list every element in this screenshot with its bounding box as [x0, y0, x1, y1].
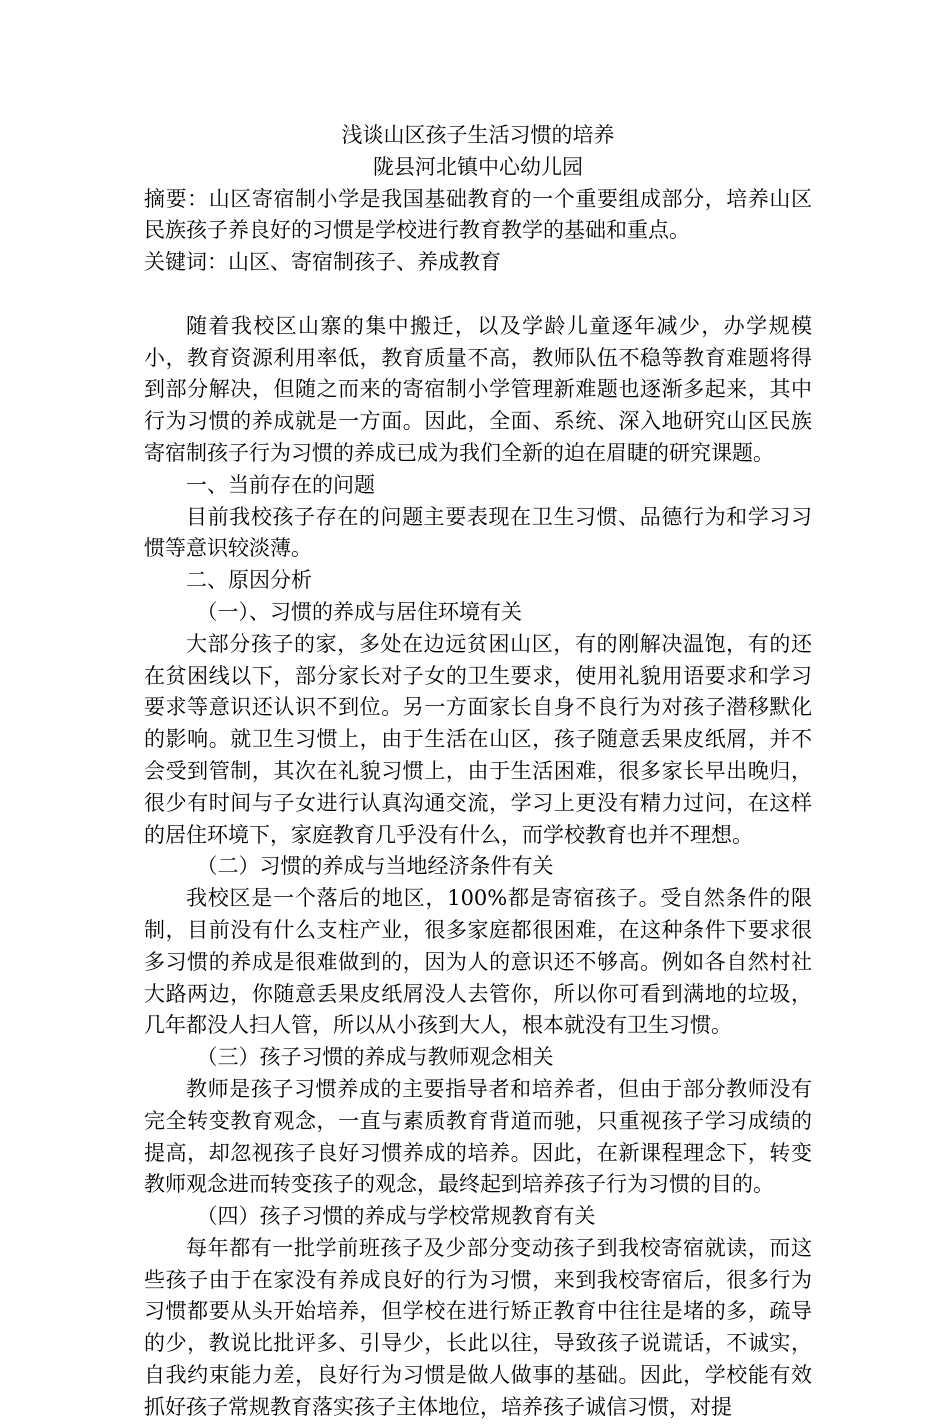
subsection4-heading: （四）孩子习惯的养成与学校常规教育有关	[196, 1204, 596, 1229]
subsection2-heading: （二）习惯的养成与当地经济条件有关	[196, 854, 554, 879]
subsection4-paragraph: 每年都有一批学前班孩子及少部分变动孩子到我校寄宿就读，而这些孩子由于在家没有养成良好的行为习惯，来到我校寄宿后，很多行为习惯都要从头开始培养，但学校在进行矫正教育中往往是堵的多，疏导的少，教说比批评多、引导少，长此以往，导致孩子说谎话，不诚实，自我约束能力差，良好行为习惯是做人做事的基础。因此，学校能有效抓好孩子常规教育落实孩子主体地位，培养孩子诚信习惯，对提	[144, 1235, 812, 1419]
subsection1-paragraph: 大部分孩子的家，多处在边远贫困山区，有的刚解决温饱，有的还在贫困线以下，部分家长对子女的卫生要求，使用礼貌用语要求和学习要求等意识还认识不到位。另一方面家长自身不良行为对孩子潜移默化的影响。就卫生习惯上，由于生活在山区，孩子随意丢果皮纸屑，并不会受到管制，其次在礼貌习惯上，由于生活困难，很多家长早出晚归，很少有时间与子女进行认真沟通交流，学习上更没有精力过问，在这样的居住环境下，家庭教育几乎没有什么，而学校教育也并不理想。	[144, 631, 812, 847]
abstract: 摘要：山区寄宿制小学是我国基础教育的一个重要组成部分，培养山区民族孩子养良好的习惯是学校进行教育教学的基础和重点。	[144, 186, 812, 243]
subsection3-paragraph: 教师是孩子习惯养成的主要指导者和培养者，但由于部分教师没有完全转变教育观念，一直与素质教育背道而驰，只重视孩子学习成绩的提高，却忽视孩子良好习惯养成的培养。因此，在新课程理念下，转变教师观念进而转变孩子的观念，最终起到培养孩子行为习惯的目的。	[144, 1076, 812, 1197]
subsection1-heading: （一）、习惯的养成与居住环境有关	[196, 599, 522, 624]
keywords: 关键词：山区、寄宿制孩子、养成教育	[144, 250, 501, 275]
section2-heading: 二、原因分析	[186, 568, 312, 593]
section1-heading: 一、当前存在的问题	[186, 472, 375, 497]
subsection2-paragraph: 我校区是一个落后的地区，100%都是寄宿孩子。受自然条件的限制，目前没有什么支柱产业，很多家庭都很困难，在这种条件下要求很多习惯的养成是很难做到的，因为人的意识还不够高。例如各自然村社大路两边，你随意丢果皮纸屑没人去管你，所以你可看到满地的垃圾，几年都没人扫人管，所以从小孩到大人，根本就没有卫生习惯。	[144, 886, 812, 1038]
blank-line	[144, 279, 812, 311]
document-title: 浅谈山区孩子生活习惯的培养	[341, 123, 615, 147]
subsection3-heading: （三）孩子习惯的养成与教师观念相关	[196, 1045, 554, 1070]
document-author: 陇县河北镇中心幼儿园	[373, 154, 583, 179]
document-page	[144, 120, 812, 1424]
section1-paragraph: 目前我校孩子存在的问题主要表现在卫生习惯、品德行为和学习习惯等意识较淡薄。	[144, 504, 812, 561]
intro-paragraph: 随着我校区山寨的集中搬迁，以及学龄儿童逐年减少，办学规模小，教育资源利用率低，教育质量不高，教师队伍不稳等教育难题将得到部分解决，但随之而来的寄宿制小学管理新难题也逐渐多起来，其中行为习惯的养成就是一方面。因此，全面、系统、深入地研究山区民族寄宿制孩子行为习惯的养成已成为我们全新的迫在眉睫的研究课题。	[144, 313, 812, 465]
